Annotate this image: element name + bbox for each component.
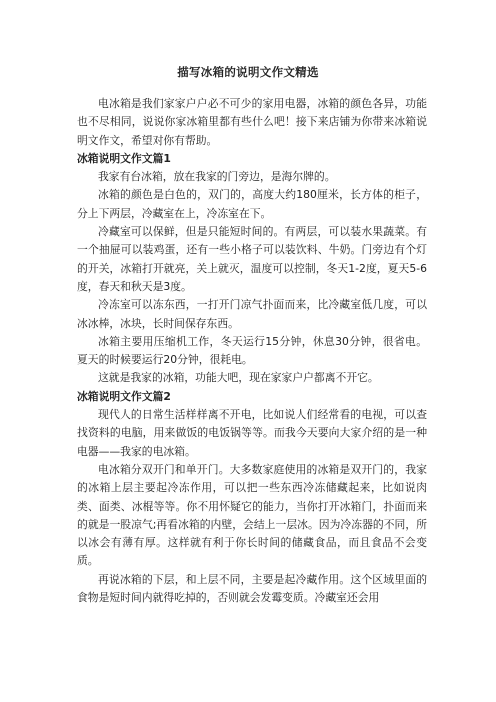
section1-paragraph: 冷冻室可以冻东西，一打开门凉气扑面而来，比冷藏室低几度，可以冰冰棒，冰块，长时间保存东西。 [77, 298, 427, 330]
section1-paragraph: 这就是我家的冰箱，功能大吧，现在家家户户都离不开它。 [98, 371, 379, 385]
section2-paragraph: 电冰箱分双开门和单开门。大多数家庭使用的冰箱是双开门的，我家的冰箱上层主要起冷冻作用，可以把一些东西冷冻储藏起来，比如说肉类、面类、冰棍等等。你不用怀疑它的能力，当你打开冰箱门，扑面而来的就是一股凉气;再看冰箱的内壁，会结上一层冰。因为冷冻器的不同，所以冰会有薄有厚。这样就有利于你长时间的储藏食品，而且食品不会变质。 [77, 462, 427, 568]
section1-paragraph: 冰箱的颜色是白色的，双门的，高度大约180厘米，长方体的柜子，分上下两层，冷藏室在上，冷冻室在下。 [77, 188, 427, 220]
document-title: 描写冰箱的说明文作文精选 [177, 65, 319, 79]
section2-paragraph: 再说冰箱的下层，和上层不同，主要是起冷藏作用。这个区域里面的食物是短时间内就得吃掉的，否则就会发霉变质。冷藏室还会用 [77, 572, 427, 605]
section1-paragraph: 我家有台冰箱，放在我家的门旁边，是海尔牌的。 [98, 170, 336, 184]
document-body [77, 95, 427, 607]
section1-paragraph: 冰箱主要用压缩机工作，冬天运行15分钟，休息30分钟，很省电。夏天的时候要运行20分钟，很耗电。 [77, 334, 427, 367]
section2-heading: 冰箱说明文作文篇2 [77, 389, 171, 403]
section2-paragraph: 现代人的日常生活样样离不开电，比如说人们经常看的电视，可以查找资料的电脑，用来做饭的电饭锅等等。而我今天要向大家介绍的是一种电器——我家的电冰箱。 [77, 408, 427, 458]
section1-paragraph: 冷藏室可以保鲜，但是只能短时间的。有两层，可以装水果蔬菜。有一个抽屉可以装鸡蛋，还有一些小格子可以装饮料、牛奶。门旁边有个灯的开关，冰箱打开就亮，关上就灭，温度可以控制，冬天1-2度，夏天5-6度，春天和秋天是3度。 [77, 225, 427, 293]
intro-paragraph: 电冰箱是我们家家户户必不可少的家用电器，冰箱的颜色各异，功能也不尽相同，说说你家冰箱里都有些什么吧！接下来店铺为你带来冰箱说明文作文，希望对你有帮助。 [77, 97, 427, 147]
section1-heading: 冰箱说明文作文篇1 [77, 151, 171, 165]
